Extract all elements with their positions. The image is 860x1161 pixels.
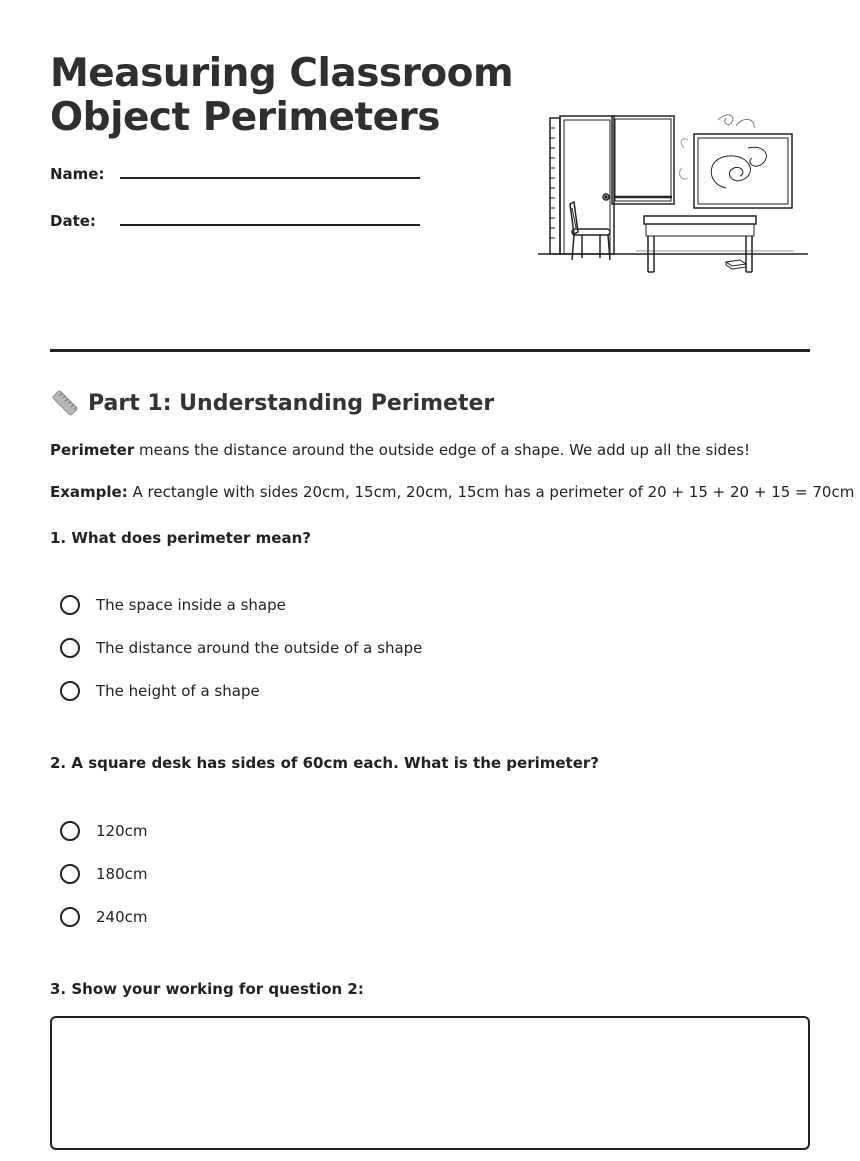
name-label: Name: — [50, 165, 105, 183]
definition-text: means the distance around the outside edge of a shape. We add up all the sides! — [134, 441, 751, 459]
q1-option-1-radio[interactable] — [60, 595, 80, 615]
question-2: 2. A square desk has sides of 60cm each. What is the perimeter? — [50, 754, 599, 772]
q2-option-3[interactable] — [60, 907, 148, 927]
part1-heading-text: Part 1: Understanding Perimeter — [88, 390, 495, 416]
question-3: 3. Show your working for question 2: — [50, 980, 364, 998]
question-1: 1. What does perimeter mean? — [50, 529, 311, 547]
q2-option-3-radio[interactable] — [60, 907, 80, 927]
q2-option-2-label: 180cm — [96, 865, 148, 883]
q2-option-1-radio[interactable] — [60, 821, 80, 841]
q2-option-2[interactable] — [60, 864, 148, 884]
q1-option-3-label: The height of a shape — [96, 682, 260, 700]
header-divider — [50, 349, 810, 352]
example-text: A rectangle with sides 20cm, 15cm, 20cm, 15cm has a perimeter of 20 + 15 + 20 + 15 = 70cm — [127, 483, 855, 501]
q1-option-1-label: The space inside a shape — [96, 596, 286, 614]
q1-option-2[interactable] — [60, 638, 422, 658]
working-answer-box[interactable] — [50, 1016, 810, 1150]
perimeter-definition — [50, 441, 750, 459]
definition-term: Perimeter — [50, 441, 135, 459]
q1-option-3-radio[interactable] — [60, 681, 80, 701]
q2-option-2-radio[interactable] — [60, 864, 80, 884]
date-input[interactable] — [120, 224, 420, 226]
example-label: Example: — [50, 483, 128, 501]
ruler-icon — [50, 388, 80, 418]
date-label: Date: — [50, 212, 96, 230]
perimeter-example — [50, 483, 854, 501]
q2-option-1[interactable] — [60, 821, 148, 841]
worksheet-title — [50, 52, 520, 140]
title-line-2: Object Perimeters — [50, 95, 440, 140]
q2-option-1-label: 120cm — [96, 822, 148, 840]
name-input[interactable] — [120, 177, 420, 179]
classroom-scene-illustration — [536, 108, 810, 276]
q1-option-3[interactable] — [60, 681, 260, 701]
part1-heading — [50, 388, 494, 418]
title-line-1: Measuring Classroom — [50, 51, 514, 96]
q1-option-2-radio[interactable] — [60, 638, 80, 658]
q2-option-3-label: 240cm — [96, 908, 148, 926]
q1-option-2-label: The distance around the outside of a shape — [96, 639, 423, 657]
q1-option-1[interactable] — [60, 595, 286, 615]
